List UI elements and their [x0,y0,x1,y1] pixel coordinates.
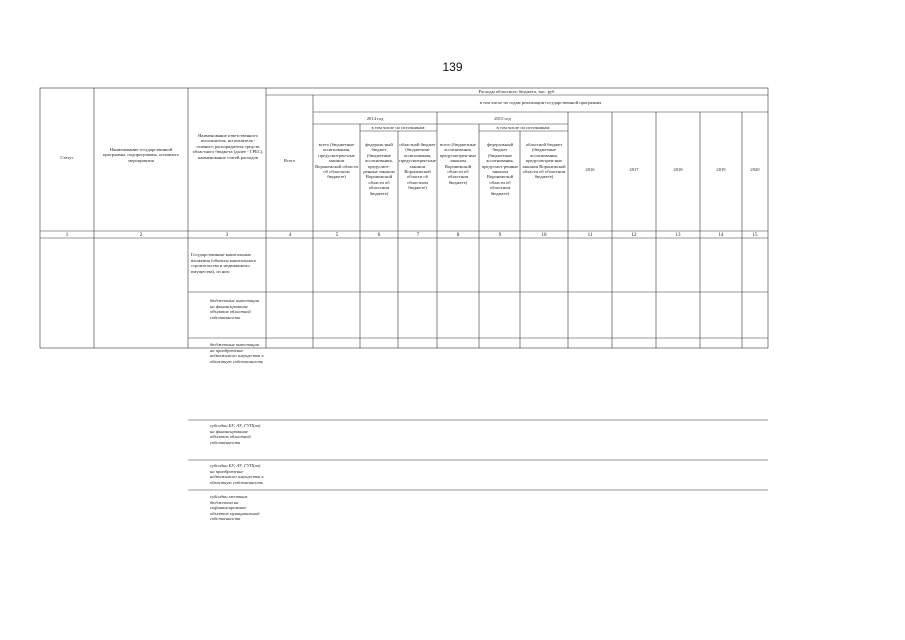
header-gpbs: Наименование ответственного исполнителя, исполнителя - главного распорядителя средств областного бюджета (далее - ГРБС), наименование статей расходов [192,133,264,160]
header-year-2016: 2016 [585,167,595,172]
header-status: Статус [60,155,74,160]
header-year-2020: 2020 [750,167,760,172]
row-label: бюджетные инвестиции на финансирование объектов областной собственности [210,298,260,320]
page-number: 139 [442,60,463,74]
header-all-2015: всего (бюджетные ассигнования, предусмотрен-ные законом Воронежской области об областном бюджете) [439,142,477,185]
column-number: 11 [587,233,593,238]
header-fed-2014: федераль-ный бюджет (бюджетные ассигнования, предусмот-ренные законом Воронежской области об областном бюджете) [363,142,395,196]
header-incl-sources-2014: в том числе по источникам: [371,125,426,130]
header-fed-2015: федеральный бюджет (бюджетные ассигнования, предусмот-ренные законом Воронежской области об областном бюджете) [481,142,519,196]
header-program-name: Наименование государственной программы, подпрограммы, основного мероприятия [102,147,180,163]
column-number: 9 [498,233,502,238]
column-number: 15 [752,233,758,238]
header-year-2014: 2014 год [366,116,384,121]
row-label: субсидии БУ, АУ, ГУП(ов) на приобретение недвижимого имущества в областную собственность [210,463,264,485]
column-number: 1 [65,233,69,238]
header-reg-2014: областной бюджет (бюджетные ассигнования, предусмотрен-ные законом Воронежской области об областном бюджете) [399,142,436,191]
header-year-2018: 2018 [673,167,683,172]
header-total: Всего [283,158,296,163]
column-number: 14 [718,233,724,238]
row-label: Государственные капитальные вложения (объекты капитального строительства и недвижимого имущества), из них: [191,252,257,274]
header-year-2017: 2017 [629,167,639,172]
header-year-2015: 2015 год [494,116,511,121]
column-number: 6 [377,233,381,238]
header-reg-2015: областной бюджет (бюджетные ассигнования, предусмотрен-ные законом Воронежской области об областном бюджете) [522,142,566,180]
column-number: 13 [675,233,681,238]
row-label: бюджетные инвестиции на приобретение недвижимого имущества в областную собственность [210,342,264,364]
column-number: 12 [631,233,637,238]
column-number: 10 [541,233,547,238]
header-year-2019: 2019 [716,167,726,172]
column-number: 2 [139,233,143,238]
header-all-2014: всего (бюджетные ассигнования, предусмотрен-ные законом Воронежской области об областном бюджете) [315,142,358,180]
header-incl-years: в том числе по годам реализации государственной программы [479,100,602,105]
column-number: 7 [416,233,420,238]
row-label: субсидии БУ, АУ, ГУП(ов) на финансирование объектов областной собственности [210,423,261,445]
column-number: 3 [225,233,229,238]
column-number: 5 [335,233,339,238]
column-number: 8 [456,233,460,238]
header-expenses: Расходы областного бюджета, тыс. руб. [478,89,556,94]
header-incl-sources-2015: в том числе по источникам: [496,125,551,130]
column-number: 4 [288,233,292,238]
row-label: субсидии местным бюджетам на софинансирование объектов муниципальной собственности [210,494,260,522]
